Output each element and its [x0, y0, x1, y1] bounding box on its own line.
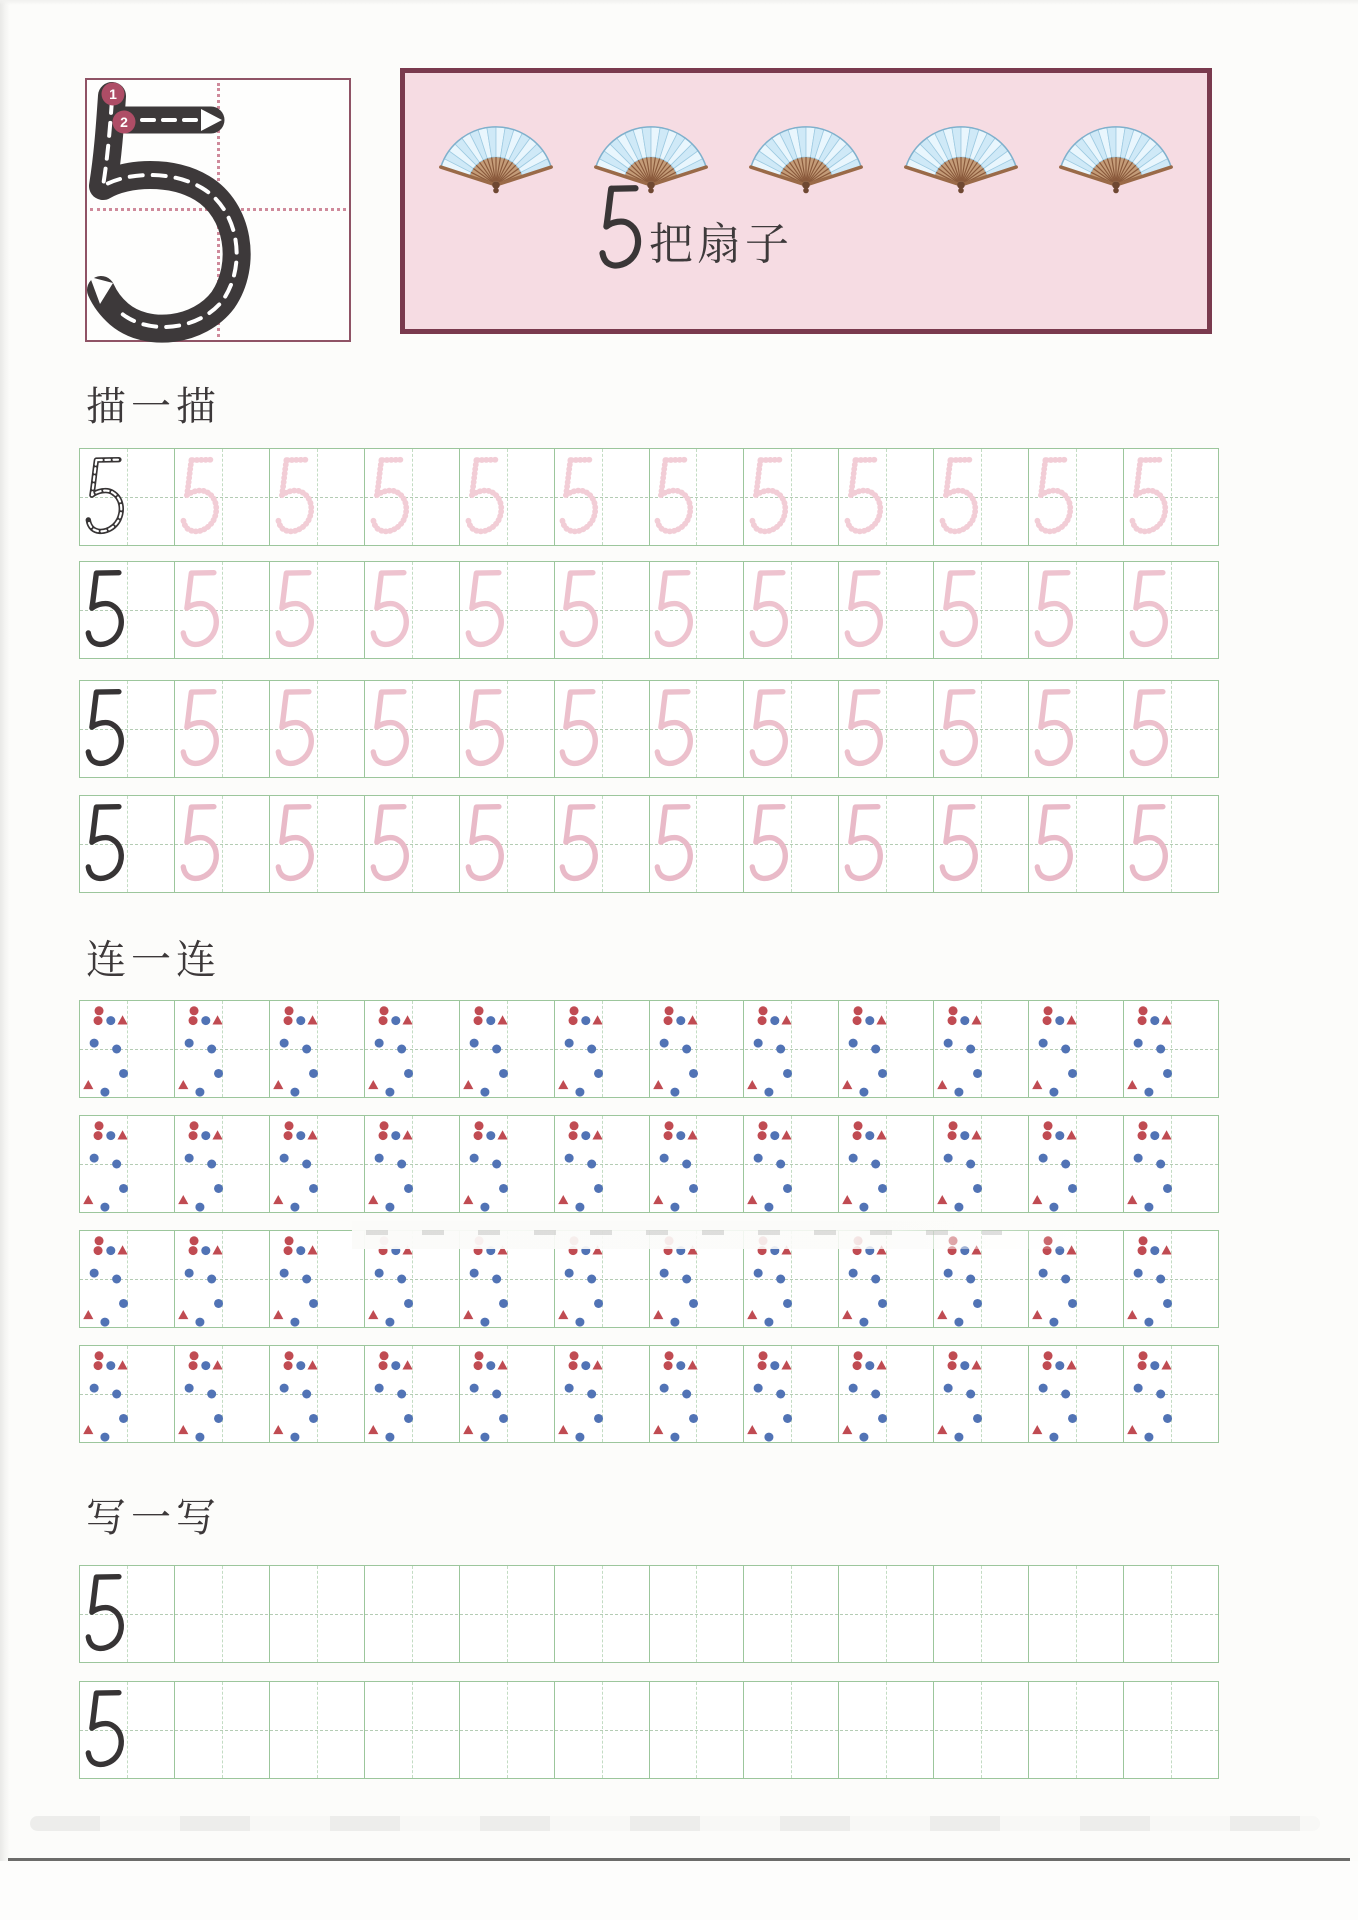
connect-cell: [1124, 1001, 1218, 1097]
caption-text: 把扇子: [649, 220, 793, 269]
connect-cell: [365, 1116, 460, 1212]
number-5-glyph: [177, 797, 220, 890]
number-5-glyph: [651, 450, 694, 543]
number-5-glyph: [651, 797, 694, 890]
connect-row: [79, 1115, 1219, 1213]
counting-example-box: [400, 68, 1212, 334]
connect-cell: [555, 1001, 650, 1097]
connect-cell: [1029, 1346, 1124, 1442]
connect-dots-5-pattern: [175, 1231, 269, 1327]
connect-cell: [365, 1001, 460, 1097]
trace-cell-outline: [460, 681, 555, 777]
number-5-glyph: [1031, 563, 1074, 656]
connect-cell: [175, 1346, 270, 1442]
connect-cell: [744, 1001, 839, 1097]
number-5-glyph: [556, 450, 599, 543]
trace-row: [79, 680, 1219, 778]
write-cell-empty: [175, 1566, 270, 1662]
connect-dots-5-pattern: [839, 1001, 933, 1097]
trace-cell-solid: [80, 796, 175, 892]
trace-cell-outline: [934, 562, 1029, 658]
trace-cell-outline: [839, 449, 934, 545]
trace-cell-outline: [650, 449, 745, 545]
section-label-write: 写一写: [86, 1495, 221, 1540]
number-5-glyph: [1126, 450, 1169, 543]
number-5-glyph: [82, 1567, 125, 1660]
number-5-glyph: [1031, 797, 1074, 890]
trace-cell-outline: [1029, 681, 1124, 777]
connect-dots-5-pattern: [555, 1346, 649, 1442]
connect-cell: [80, 1001, 175, 1097]
trace-cell-outline: [744, 562, 839, 658]
connect-dots-5-pattern: [650, 1001, 744, 1097]
connect-cell: [270, 1116, 365, 1212]
connect-dots-5-pattern: [1124, 1231, 1218, 1327]
below-page-area: [0, 1861, 1358, 1920]
number-5-glyph: [1126, 797, 1169, 890]
write-cell-empty: [270, 1682, 365, 1778]
trace-cell-outline: [1029, 449, 1124, 545]
number-5-glyph: [367, 563, 410, 656]
number-5-glyph: [936, 682, 979, 775]
trace-cell-outline: [270, 681, 365, 777]
folding-fan-icon: [896, 93, 1026, 197]
number-5-glyph: [936, 450, 979, 543]
connect-cell: [1029, 1116, 1124, 1212]
connect-dots-5-pattern: [1124, 1346, 1218, 1442]
connect-cell: [650, 1346, 745, 1442]
trace-cell-outline: [1029, 562, 1124, 658]
connect-dots-5-pattern: [80, 1116, 174, 1212]
trace-row: [79, 795, 1219, 893]
connect-dots-5-pattern: [934, 1116, 1028, 1212]
trace-cell-outline: [555, 796, 650, 892]
number-5-glyph: [556, 682, 599, 775]
trace-cell-outline: [175, 796, 270, 892]
connect-cell: [934, 1116, 1029, 1212]
connect-dots-5-pattern: [460, 1116, 554, 1212]
trace-cell-outline: [744, 449, 839, 545]
trace-cell-outline: [365, 681, 460, 777]
trace-cell-outline: [934, 796, 1029, 892]
connect-cell: [175, 1116, 270, 1212]
number-5-glyph: [462, 797, 505, 890]
write-cell-empty: [934, 1682, 1029, 1778]
connect-dots-5-pattern: [270, 1346, 364, 1442]
number-5-glyph: [746, 450, 789, 543]
number-5-glyph: [82, 797, 125, 890]
scan-noise-band: [30, 1816, 1320, 1831]
number-5-glyph: [1126, 563, 1169, 656]
number-5-glyph: [82, 563, 125, 656]
trace-cell-solid: [80, 562, 175, 658]
connect-cell: [1124, 1231, 1218, 1327]
connect-dots-5-pattern: [839, 1346, 933, 1442]
connect-dots-5-pattern: [1029, 1346, 1123, 1442]
connect-dots-5-pattern: [460, 1001, 554, 1097]
connect-dots-5-pattern: [650, 1116, 744, 1212]
big-traceable-number-5: [87, 80, 349, 340]
count-caption: [595, 181, 793, 275]
folding-fan-icon: [431, 93, 561, 197]
connect-dots-5-pattern: [744, 1346, 838, 1442]
connect-cell: [744, 1346, 839, 1442]
connect-cell: [839, 1001, 934, 1097]
connect-dots-5-pattern: [1124, 1116, 1218, 1212]
connect-dots-5-pattern: [555, 1001, 649, 1097]
trace-cell-outline: [555, 681, 650, 777]
section-label-connect: 连一连: [86, 937, 221, 982]
connect-cell: [80, 1231, 175, 1327]
connect-cell: [934, 1346, 1029, 1442]
connect-cell: [1029, 1001, 1124, 1097]
trace-cell-outline: [270, 449, 365, 545]
number-5-glyph: [841, 797, 884, 890]
number-5-glyph: [82, 682, 125, 775]
svg-text:1: 1: [109, 86, 117, 102]
trace-cell-outline: [1029, 796, 1124, 892]
page-left-edge: [0, 0, 10, 1920]
trace-cell-outline: [175, 562, 270, 658]
stroke-order-trace-box: [85, 78, 351, 342]
trace-cell-outline: [934, 449, 1029, 545]
write-cell-empty: [839, 1566, 934, 1662]
connect-cell: [460, 1346, 555, 1442]
number-5-glyph: [462, 563, 505, 656]
number-5-glyph: [367, 797, 410, 890]
connect-dots-5-pattern: [1124, 1001, 1218, 1097]
number-5-glyph: [746, 682, 789, 775]
folding-fan-icon: [1051, 93, 1181, 197]
connect-dots-5-pattern: [1029, 1116, 1123, 1212]
caption-number-5-glyph: [595, 181, 643, 275]
write-cell-empty: [934, 1566, 1029, 1662]
write-row: [79, 1681, 1219, 1779]
trace-cell-outline: [460, 562, 555, 658]
number-5-glyph: [841, 682, 884, 775]
number-5-glyph: [272, 797, 315, 890]
write-cell-empty: [650, 1682, 745, 1778]
write-cell-empty: [1124, 1566, 1218, 1662]
write-cell-empty: [270, 1566, 365, 1662]
number-5-glyph: [651, 682, 694, 775]
number-5-glyph: [462, 682, 505, 775]
number-5-glyph: [367, 682, 410, 775]
trace-row: [79, 448, 1219, 546]
number-5-glyph: [177, 563, 220, 656]
connect-cell: [460, 1116, 555, 1212]
connect-cell: [555, 1116, 650, 1212]
trace-cell-outline: [555, 562, 650, 658]
write-cell-empty: [460, 1682, 555, 1778]
number-5-glyph: [1031, 450, 1074, 543]
connect-row: [79, 1345, 1219, 1443]
trace-cell-outline: [839, 562, 934, 658]
number-5-glyph: [272, 450, 315, 543]
write-cell-empty: [555, 1566, 650, 1662]
number-5-glyph: [367, 450, 410, 543]
trace-cell-outline: [1124, 449, 1218, 545]
connect-cell: [1124, 1346, 1218, 1442]
connect-cell: [270, 1001, 365, 1097]
connect-dots-5-pattern: [80, 1001, 174, 1097]
trace-cell-outline: [365, 449, 460, 545]
number-5-glyph: [177, 450, 220, 543]
trace-cell-outline: [460, 449, 555, 545]
write-cell-empty: [650, 1566, 745, 1662]
connect-dots-5-pattern: [80, 1231, 174, 1327]
connect-cell: [175, 1231, 270, 1327]
number-5-glyph: [936, 797, 979, 890]
number-5-glyph: [1031, 682, 1074, 775]
trace-cell-outline: [650, 562, 745, 658]
number-5-glyph: [272, 563, 315, 656]
connect-dots-5-pattern: [650, 1346, 744, 1442]
number-5-glyph: [462, 450, 505, 543]
connect-dots-5-pattern: [365, 1346, 459, 1442]
connect-cell: [555, 1346, 650, 1442]
write-cell-empty: [460, 1566, 555, 1662]
write-cell-empty: [1029, 1682, 1124, 1778]
trace-row: [79, 561, 1219, 659]
connect-dots-5-pattern: [365, 1116, 459, 1212]
connect-cell: [460, 1001, 555, 1097]
trace-cell-outline: [460, 796, 555, 892]
trace-cell-outline: [365, 562, 460, 658]
connect-cell: [839, 1346, 934, 1442]
trace-cell-outline: [1124, 681, 1218, 777]
connect-cell: [839, 1116, 934, 1212]
number-5-glyph: [177, 682, 220, 775]
number-5-glyph: [746, 797, 789, 890]
connect-dots-5-pattern: [744, 1116, 838, 1212]
connect-dots-5-pattern: [460, 1346, 554, 1442]
trace-cell-outline: [934, 681, 1029, 777]
connect-cell: [650, 1001, 745, 1097]
trace-cell-outline: [270, 796, 365, 892]
number-5-glyph: [746, 563, 789, 656]
trace-cell-outline: [1124, 562, 1218, 658]
write-cell-empty: [744, 1682, 839, 1778]
connect-dots-5-pattern: [744, 1001, 838, 1097]
scan-smudge-artifact: [352, 1221, 1092, 1249]
trace-cell-solid: [80, 449, 175, 545]
connect-cell: [934, 1001, 1029, 1097]
connect-cell: [365, 1346, 460, 1442]
trace-cell-outline: [744, 681, 839, 777]
number-5-glyph: [1126, 682, 1169, 775]
connect-dots-5-pattern: [175, 1116, 269, 1212]
number-5-glyph: [556, 797, 599, 890]
section-label-trace: 描一描: [86, 384, 221, 429]
connect-cell: [175, 1001, 270, 1097]
connect-cell: [80, 1116, 175, 1212]
connect-cell: [270, 1231, 365, 1327]
write-cell-empty: [1029, 1566, 1124, 1662]
trace-cell-outline: [1124, 796, 1218, 892]
connect-dots-5-pattern: [175, 1001, 269, 1097]
number-5-glyph: [651, 563, 694, 656]
trace-cell-outline: [744, 796, 839, 892]
number-5-glyph: [936, 563, 979, 656]
connect-cell: [270, 1346, 365, 1442]
connect-row: [79, 1000, 1219, 1098]
connect-cell: [80, 1346, 175, 1442]
write-cell-empty: [555, 1682, 650, 1778]
connect-dots-5-pattern: [1029, 1001, 1123, 1097]
number-5-glyph: [272, 682, 315, 775]
trace-cell-outline: [365, 796, 460, 892]
connect-dots-5-pattern: [839, 1116, 933, 1212]
page-top-edge: [0, 0, 1358, 5]
write-cell-empty: [744, 1566, 839, 1662]
trace-cell-outline: [555, 449, 650, 545]
write-cell-empty: [365, 1566, 460, 1662]
write-cell-empty: [839, 1682, 934, 1778]
fan-row: [431, 93, 1181, 203]
trace-cell-outline: [175, 449, 270, 545]
write-cell-empty: [365, 1682, 460, 1778]
connect-cell: [650, 1116, 745, 1212]
number-5-glyph: [841, 563, 884, 656]
connect-cell: [744, 1116, 839, 1212]
connect-dots-5-pattern: [934, 1001, 1028, 1097]
connect-dots-5-pattern: [270, 1116, 364, 1212]
svg-text:2: 2: [120, 114, 128, 130]
write-cell-empty: [1124, 1682, 1218, 1778]
trace-cell-outline: [839, 681, 934, 777]
connect-dots-5-pattern: [555, 1116, 649, 1212]
connect-dots-5-pattern: [934, 1346, 1028, 1442]
write-cell-example: [80, 1682, 175, 1778]
connect-dots-5-pattern: [270, 1001, 364, 1097]
number-5-glyph: [82, 1683, 125, 1776]
write-row: [79, 1565, 1219, 1663]
number-5-glyph: [556, 563, 599, 656]
trace-cell-outline: [175, 681, 270, 777]
trace-cell-solid: [80, 681, 175, 777]
connect-dots-5-pattern: [365, 1001, 459, 1097]
number-5-glyph: [841, 450, 884, 543]
write-cell-example: [80, 1566, 175, 1662]
trace-cell-outline: [839, 796, 934, 892]
trace-cell-outline: [650, 681, 745, 777]
trace-cell-outline: [650, 796, 745, 892]
write-cell-empty: [175, 1682, 270, 1778]
connect-dots-5-pattern: [80, 1346, 174, 1442]
connect-dots-5-pattern: [175, 1346, 269, 1442]
connect-cell: [1124, 1116, 1218, 1212]
connect-dots-5-pattern: [270, 1231, 364, 1327]
number-5-glyph: [82, 450, 125, 543]
trace-cell-outline: [270, 562, 365, 658]
